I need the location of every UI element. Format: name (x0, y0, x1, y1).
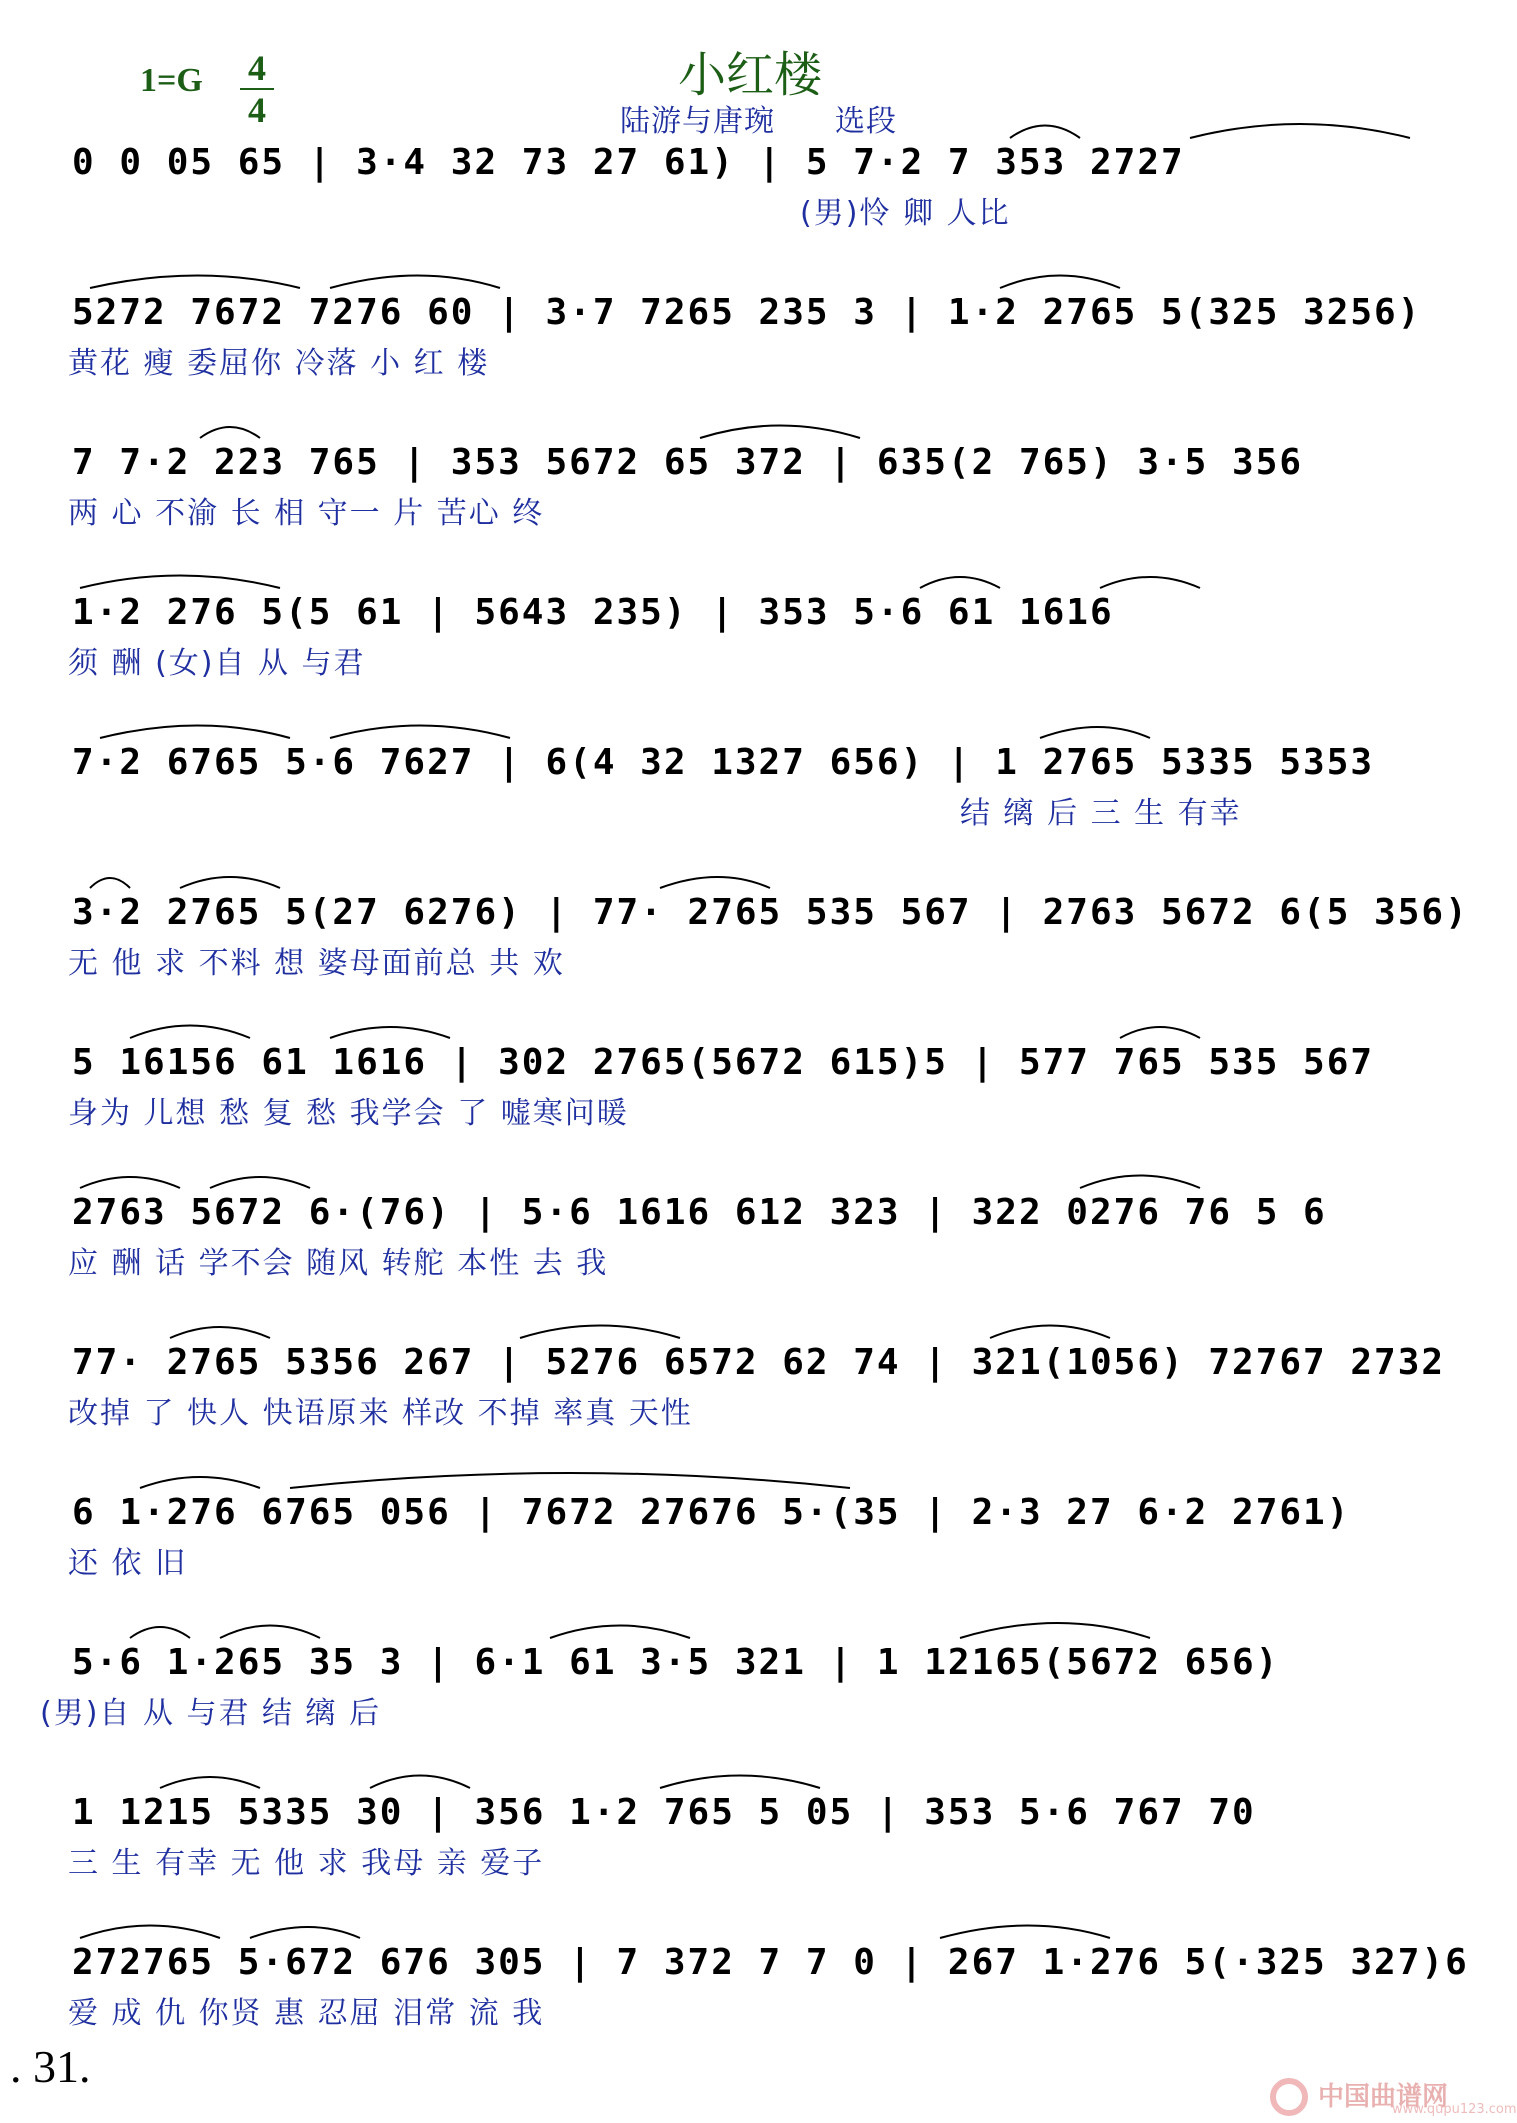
lyric-line: 身为 儿想 愁 复 愁 我学会 了 嘘寒问暖 (68, 1096, 629, 1131)
lyric-line: 应 酬 话 学不会 随风 转舵 本性 去 我 (68, 1246, 609, 1281)
time-signature-bottom: 4 (248, 90, 266, 130)
notation-line: 1·2 276 5(5 61 | 5643 235) | 353 5·6 61 1616 (72, 592, 1114, 633)
lyric-line: 爱 成 仇 你贤 惠 忍屈 泪常 流 我 (68, 1996, 545, 2031)
time-signature-top: 4 (248, 48, 266, 88)
subtitle-excerpt: 选段 (835, 104, 897, 139)
notation-line: 5272 7672 7276 60 | 3·7 7265 235 3 | 1·2 2765 5(325 3256) (72, 292, 1422, 333)
lyric-line: 三 生 有幸 无 他 求 我母 亲 爱子 (68, 1846, 545, 1881)
subtitle-opera: 陆游与唐琬 (620, 104, 775, 139)
notation-line: 0 0 05 65 | 3·4 32 73 27 61) | 5 7·2 7 353 2727 (72, 142, 1185, 183)
lyric-line: 黄花 瘦 委屈你 冷落 小 红 楼 (68, 346, 490, 381)
notation-line: 7 7·2 223 765 | 353 5672 65 372 | 635(2 765) 3·5 356 (72, 442, 1304, 483)
notation-line: 5 16156 61 1616 | 302 2765(5672 615)5 | 577 765 535 567 (72, 1042, 1375, 1083)
lyric-line: (男)怜 卿 人比 (800, 196, 1011, 231)
site-logo (1270, 2076, 1517, 2118)
notation-line: 5·6 1·265 35 3 | 6·1 61 3·5 321 | 1 12165(5672 656) (72, 1642, 1280, 1683)
notation-line: 2763 5672 6·(76) | 5·6 1616 612 323 | 322 0276 76 5 6 (72, 1192, 1327, 1233)
notation-line: 1 1215 5335 30 | 356 1·2 765 5 05 | 353 5·6 767 70 (72, 1792, 1256, 1833)
notation-line: 7·2 6765 5·6 7627 | 6(4 32 1327 656) | 1 2765 5335 5353 (72, 742, 1375, 783)
page-number: . 31. (10, 2041, 91, 2092)
notation-line: 3·2 2765 5(27 6276) | 77· 2765 535 567 | 2763 5672 6(5 356) (72, 892, 1469, 933)
lyric-line: 改掉 了 快人 快语原来 样改 不掉 率真 天性 (68, 1396, 693, 1431)
logo-text: 中国曲谱网 (1318, 2082, 1449, 2112)
key-signature: 1=G (140, 62, 203, 99)
logo-icon (1270, 2078, 1308, 2116)
lyric-line: 还 依 旧 (68, 1546, 188, 1581)
lyric-line: 结 缡 后 三 生 有幸 (960, 796, 1242, 831)
notation-line: 77· 2765 5356 267 | 5276 6572 62 74 | 321(1056) 72767 2732 (72, 1342, 1446, 1383)
lyric-line: 无 他 求 不料 想 婆母面前总 共 欢 (68, 946, 565, 981)
lyric-line: 两 心 不渝 长 相 守一 片 苦心 终 (68, 496, 545, 531)
lyric-line: (男)自 从 与君 结 缡 后 (40, 1696, 382, 1731)
notation-line: 272765 5·672 676 305 | 7 372 7 7 0 | 267 1·276 5(·325 327)6 (72, 1942, 1469, 1983)
notation-line: 6 1·276 6765 056 | 7672 27676 5·(35 | 2·3 27 6·2 2761) (72, 1492, 1351, 1533)
lyric-line: 须 酬 (女)自 从 与君 (68, 646, 366, 681)
logo-url: www.qupu123.com (1392, 2102, 1517, 2117)
page-title: 小红楼 (677, 47, 822, 103)
